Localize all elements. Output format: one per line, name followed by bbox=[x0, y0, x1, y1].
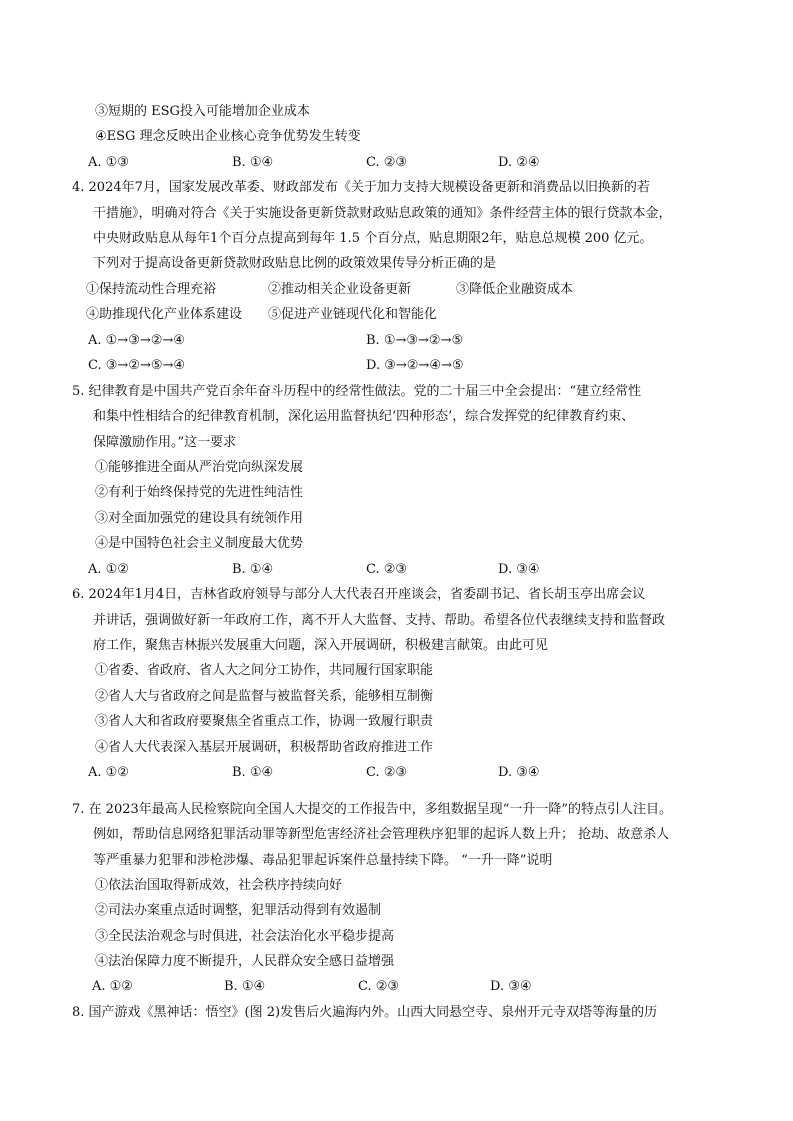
q6-stem-line-1: 6. 2024年1月4日，吉林省政府领导与部分人大代表召开座谈会，省委副书记、省长胡玉亭出席会议 bbox=[72, 587, 646, 602]
q3-option-a: A. ①③ bbox=[88, 155, 129, 170]
q5-option-c: C. ②③ bbox=[366, 562, 408, 577]
q7-stem-line-1: 7. 在 2023年最高人民检察院向全国人大提交的工作报告中，多组数据呈现“一升一降”的特点引人注目。 bbox=[72, 802, 673, 817]
q4-item-3: ③降低企业融资成本 bbox=[456, 282, 574, 297]
q3-item-3: ③短期的 ESG投入可能增加企业成本 bbox=[95, 104, 310, 119]
q7-option-d: D. ③④ bbox=[490, 979, 532, 994]
q4-stem-line-3: 中央财政贴息从每年1个百分点提高到每年 1.5 个百分点，贴息期限2年，贴息总规模 200 亿元。 bbox=[93, 231, 653, 246]
q6-option-a: A. ①② bbox=[88, 765, 129, 780]
q4-stem-line-2: 干措施》，明确对符合《关于实施设备更新贷款财政贴息政策的通知》条件经营主体的银行贷款本金， bbox=[93, 206, 672, 221]
q6-item-2: ②省人大与省政府之间是监督与被监督关系，能够相互制衡 bbox=[95, 689, 434, 704]
q5-item-2: ②有利于始终保持党的先进性纯洁性 bbox=[95, 485, 304, 500]
q7-option-b: B. ①④ bbox=[224, 979, 266, 994]
q7-item-4: ④法治保障力度不断提升，人民群众安全感日益增强 bbox=[95, 954, 395, 969]
q3-item-4: ④ESG 理念反映出企业核心竞争优势发生转变 bbox=[95, 129, 361, 144]
q5-item-4: ④是中国特色社会主义制度最大优势 bbox=[95, 536, 304, 551]
q5-item-1: ①能够推进全面从严治党向纵深发展 bbox=[95, 460, 304, 475]
q7-option-a: A. ①② bbox=[92, 979, 133, 994]
q6-item-1: ①省委、省政府、省人大之间分工协作，共同履行国家职能 bbox=[95, 663, 434, 678]
q6-option-c: C. ②③ bbox=[366, 765, 408, 780]
q5-option-a: A. ①② bbox=[88, 562, 129, 577]
q6-option-d: D. ③④ bbox=[498, 765, 540, 780]
q7-item-2: ②司法办案重点适时调整，犯罪活动得到有效遏制 bbox=[95, 903, 382, 918]
q4-item-2: ②推动相关企业设备更新 bbox=[268, 282, 412, 297]
q6-option-b: B. ①④ bbox=[232, 765, 274, 780]
q3-option-c: C. ②③ bbox=[366, 155, 408, 170]
q8-stem-line-1: 8. 国产游戏《黑神话：悟空》(图 2)发售后火遍海内外。山西大同悬空寺、泉州开元寺双塔等海量的历 bbox=[72, 1005, 658, 1020]
q7-item-3: ③全民法治观念与时俱进，社会法治化水平稳步提高 bbox=[95, 929, 395, 944]
q4-stem-line-1: 4. 2024年7月，国家发展改革委、财政部发布《关于加力支持大规模设备更新和消费品以旧换新的若 bbox=[72, 180, 650, 195]
q5-stem-line-1: 5. 纪律教育是中国共产党百余年奋斗历程中的经常性做法。党的二十届三中全会提出：“建立经常性 bbox=[72, 384, 642, 399]
q7-stem-line-3: 等严重暴力犯罪和涉枪涉爆、毒品犯罪起诉案件总量持续下降。 “一升一降”说明 bbox=[93, 853, 553, 868]
q5-option-d: D. ③④ bbox=[498, 562, 540, 577]
q6-item-3: ③省人大和省政府要聚焦全省重点工作，协调一致履行职责 bbox=[95, 714, 434, 729]
q5-option-b: B. ①④ bbox=[232, 562, 274, 577]
q4-option-a: A. ①→③→②→④ bbox=[88, 333, 185, 348]
q3-option-b: B. ①④ bbox=[232, 155, 274, 170]
q5-item-3: ③对全面加强党的建设具有统领作用 bbox=[95, 511, 304, 526]
q3-option-d: D. ②④ bbox=[498, 155, 540, 170]
q6-stem-line-2: 并讲话，强调做好新一年政府工作，离不开人大监督、支持、帮助。希望各位代表继续支持和监督政 bbox=[93, 613, 666, 628]
q4-item-5: ⑤促进产业链现代化和智能化 bbox=[268, 307, 438, 322]
q6-item-4: ④省人大代表深入基层开展调研，积极帮助省政府推进工作 bbox=[95, 740, 434, 755]
q5-stem-line-3: 保障激励作用。”这一要求 bbox=[93, 435, 237, 450]
q4-item-4: ④助推现代化产业体系建设 bbox=[86, 307, 243, 322]
q4-option-b: B. ①→③→②→⑤ bbox=[366, 333, 464, 348]
q4-option-d: D. ③→②→④→⑤ bbox=[366, 358, 464, 373]
q7-item-1: ①依法治国取得新成效，社会秩序持续向好 bbox=[95, 878, 343, 893]
q7-stem-line-2: 例如，帮助信息网络犯罪活动罪等新型危害经济社会管理秩序犯罪的起诉人数上升； 抢劫、故意杀人 bbox=[93, 827, 670, 842]
q4-item-1: ①保持流动性合理充裕 bbox=[86, 282, 217, 297]
q6-stem-line-3: 府工作，聚焦吉林振兴发展重大问题，深入开展调研，积极建言献策。由此可见 bbox=[93, 638, 549, 653]
q7-option-c: C. ②③ bbox=[358, 979, 400, 994]
q5-stem-line-2: 和集中性相结合的纪律教育机制，深化运用监督执纪‘四种形态’，综合发挥党的纪律教育约束、 bbox=[93, 409, 635, 424]
q4-stem-line-4: 下列对于提高设备更新贷款财政贴息比例的政策效果传导分析正确的是 bbox=[93, 256, 497, 271]
q4-option-c: C. ③→②→⑤→④ bbox=[88, 358, 186, 373]
